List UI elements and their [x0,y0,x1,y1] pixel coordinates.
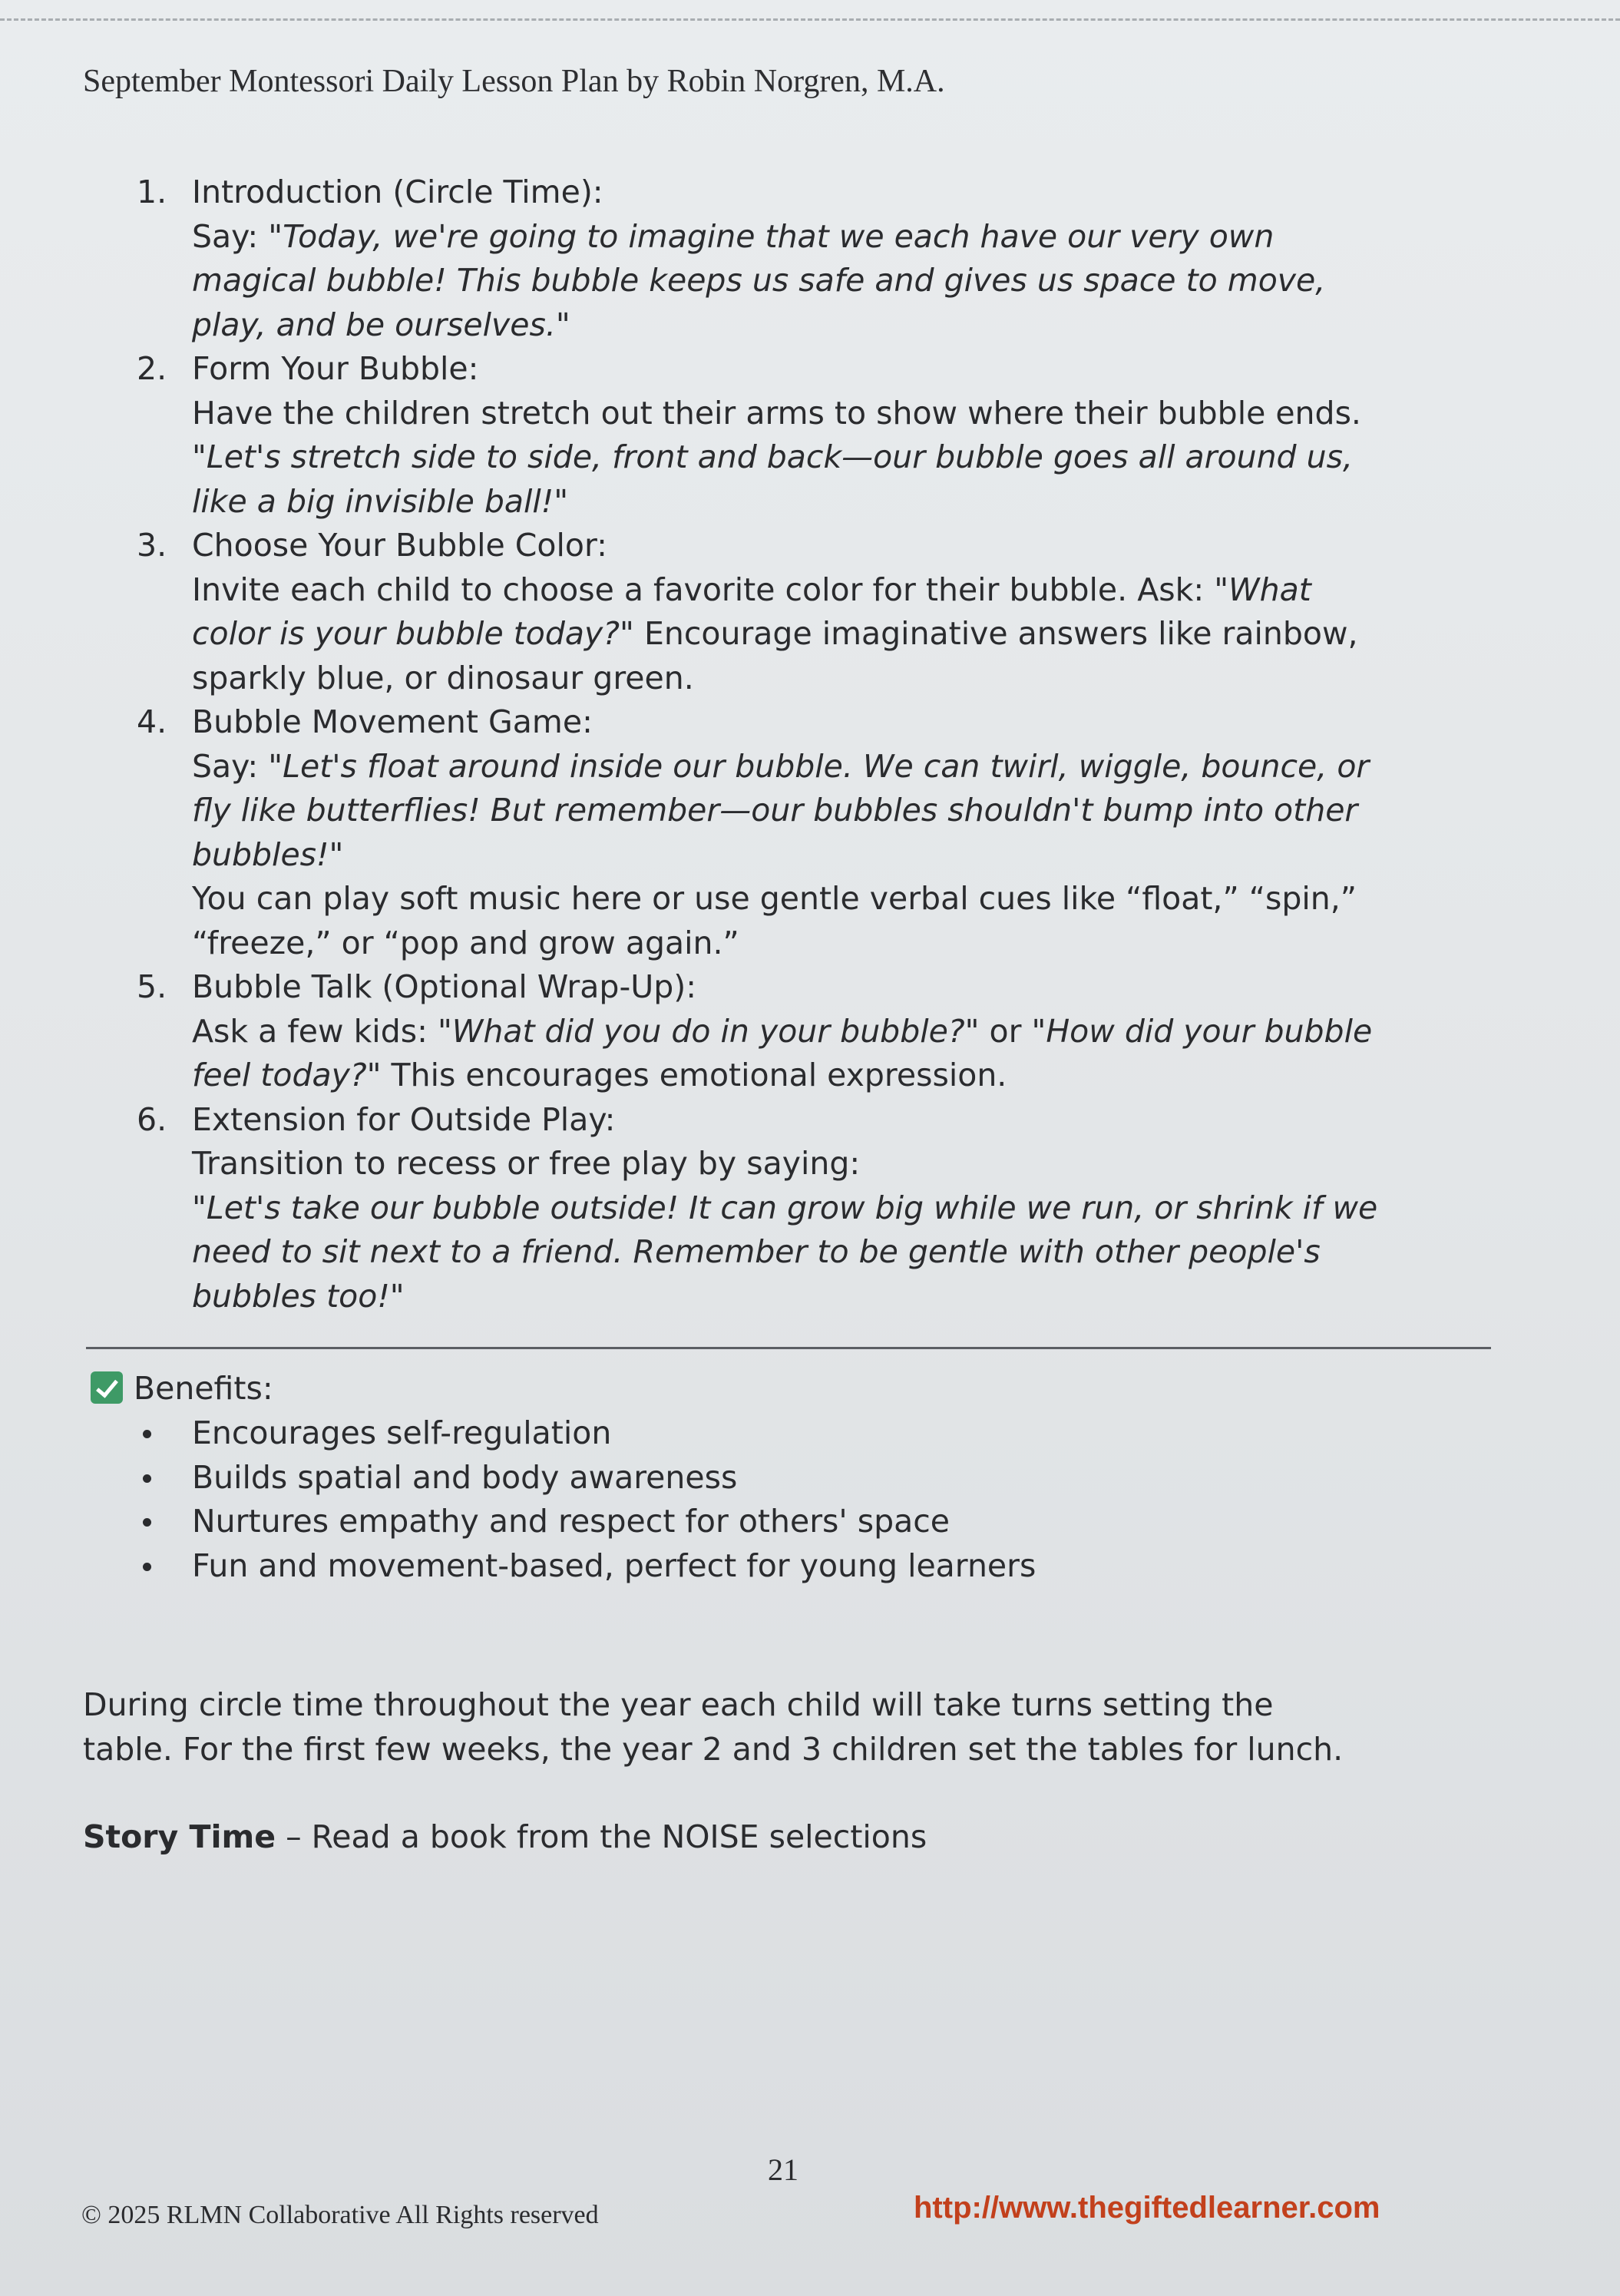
step-title: Choose Your Bubble Color: [192,527,607,564]
step-text-line [192,435,1503,480]
benefits-heading [91,1367,273,1411]
step-text-line [192,921,1503,966]
quoted-text: "What [1214,571,1311,608]
step-number: 1. [137,174,167,210]
paragraph-line: table. For the first few weeks, the year 2 and 3 children set the tables for lunch. [83,1731,1344,1768]
lesson-steps [137,170,1503,1318]
page-edge [0,18,1620,21]
plain-text: “freeze,” or “pop and grow again.” [192,924,739,961]
website-link[interactable]: http://www.thegiftedlearner.com [914,2191,1380,2225]
step-item [137,1098,1503,1319]
step-item [137,170,1503,347]
quoted-text: "How did your bubble [1031,1012,1373,1050]
step-text-line [192,1142,1503,1186]
quoted-text: feel today?" [192,1057,382,1093]
step-item [137,524,1503,700]
step-item [137,965,1503,1098]
list-item: Builds spatial and body awareness [137,1456,1036,1500]
plain-text: This encourages emotional expression. [381,1057,1007,1093]
plain-text: Invite each child to choose a favorite color for their bubble. Ask: [192,571,1215,608]
step-text-line [192,877,1503,921]
quoted-text: bubbles too!" [192,1277,405,1315]
story-time [83,1815,927,1859]
step-item [137,347,1503,524]
step-text-line [192,789,1503,833]
quoted-text: bubbles!" [192,835,344,873]
quoted-text: magical bubble! This bubble keeps us safe and gives us space to move, [192,262,1326,299]
plain-text: Transition to recess or free play by saying: [192,1145,861,1182]
step-title: Form Your Bubble: [192,350,479,387]
step-text-line [192,1230,1503,1275]
step-text-line [192,1275,1503,1319]
quoted-text: fly like butterflies! But remember—our bubbles shouldn't bump into other [192,792,1358,829]
plain-text: You can play soft music here or use gentle verbal cues like “float,” “spin,” [192,880,1357,917]
plain-text: Have the children stretch out their arms to show where their bubble ends. [192,394,1361,432]
quoted-text: like a big invisible ball!" [192,482,569,520]
step-text-line [192,833,1503,878]
step-text-line [192,568,1503,613]
quoted-text: "Let's float around inside our bubble. We can twirl, wiggle, bounce, or [268,747,1370,785]
quoted-text: "Today, we're going to imagine that we each have our very own [268,217,1275,255]
quoted-text: "What did you do in your bubble?" [437,1012,980,1050]
step-number: 2. [137,350,167,387]
list-item: Fun and movement-based, perfect for young learners [137,1544,1036,1589]
step-number: 3. [137,527,167,564]
checkbox-checked-icon [91,1371,123,1404]
step-item [137,700,1503,965]
step-text-line [192,657,1503,701]
page-header: September Montessori Daily Lesson Plan by Robin Norgren, M.A. [83,64,945,99]
step-text-line [192,303,1503,348]
quoted-text: "Let's take our bubble outside! It can grow big while we run, or shrink if we [192,1189,1378,1226]
step-text-line [192,480,1503,524]
section-divider [86,1347,1491,1349]
paragraph-line: During circle time throughout the year each child will take turns setting the [83,1686,1274,1723]
plain-text: sparkly blue, or dinosaur green. [192,659,694,696]
step-number: 6. [137,1100,167,1138]
step-title: Introduction (Circle Time): [192,174,603,210]
page-number: 21 [768,2152,798,2187]
step-number: 4. [137,703,167,740]
list-item: Encourages self-regulation [137,1411,1036,1456]
step-title: Extension for Outside Play: [192,1100,616,1138]
step-text-line [192,392,1503,436]
copyright-notice: © 2025 RLMN Collaborative All Rights reserved [81,2201,599,2229]
step-text-line [192,745,1503,789]
step-title: Bubble Talk (Optional Wrap-Up): [192,968,697,1005]
story-time-label: Story Time [83,1818,276,1855]
step-text-line [192,612,1503,657]
list-item: Nurtures empathy and respect for others' space [137,1500,1036,1544]
step-title: Bubble Movement Game: [192,703,593,740]
step-text-line [192,215,1503,260]
plain-text: Say: [192,217,269,255]
step-text-line [192,1010,1503,1054]
step-text-line [192,259,1503,303]
step-text-line [192,1054,1503,1098]
quoted-text: color is your bubble today?" [192,615,634,652]
plain-text: Ask a few kids: [192,1012,438,1050]
plain-text: Encourage imaginative answers like rainbow, [633,615,1358,652]
story-time-text: – Read a book from the NOISE selections [276,1818,927,1855]
quoted-text: need to sit next to a friend. Remember to be gentle with other people's [192,1233,1321,1270]
circle-time-paragraph [83,1682,1526,1772]
plain-text: or [979,1012,1032,1050]
benefits-title: Benefits: [134,1370,273,1407]
step-text-line [192,1186,1503,1231]
step-number: 5. [137,968,167,1005]
quoted-text: play, and be ourselves." [192,306,570,343]
plain-text: Say: [192,747,269,785]
quoted-text: "Let's stretch side to side, front and back—our bubble goes all around us, [192,438,1353,475]
benefits-list [137,1411,1036,1588]
